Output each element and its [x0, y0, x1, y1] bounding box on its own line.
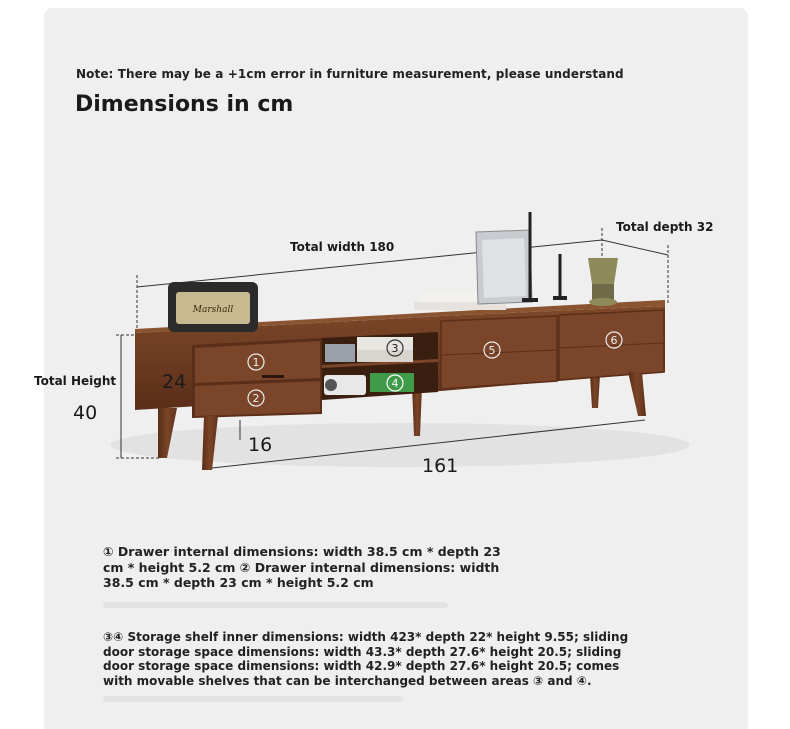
total-depth-label: Total depth 32 — [616, 220, 714, 234]
svg-text:4: 4 — [391, 377, 399, 390]
drawer-dimensions-text: ① Drawer internal dimensions: width 38.5 cm * depth 23 cm * height 5.2 cm ② Drawer internal dimensions: width 38.5 cm * depth 23 cm * height 5.2 cm — [103, 544, 501, 590]
svg-text:5: 5 — [488, 344, 496, 357]
depth-dimension-line — [602, 240, 668, 255]
svg-text:2: 2 — [252, 392, 260, 405]
total-height-label: Total Height — [34, 374, 117, 388]
floor-shadow — [110, 423, 690, 467]
books — [325, 344, 355, 362]
page-title: Dimensions in cm — [75, 92, 294, 117]
shelf-dimensions-text: ③④ Storage shelf inner dimensions: width 423* depth 22* height 9.55; sliding door storage space dimensions: width 43.3* depth 27.6* height 20.5; sliding door storage space dimensions: width 42.9* depth 27.6* height 20.5; comes with movable shelves that can be interchanged between areas ③ and ④. — [103, 630, 629, 688]
svg-text:6: 6 — [610, 334, 618, 347]
measurement-note: Note: There may be a +1cm error in furniture measurement, please understand — [76, 67, 624, 81]
speaker-logo: Marshall — [192, 305, 234, 315]
front-leg — [628, 372, 646, 416]
base-width-value: 161 — [422, 455, 459, 477]
vase — [588, 258, 618, 288]
total-height-value: 40 — [73, 402, 98, 424]
svg-text:3: 3 — [391, 342, 399, 355]
cabinet-height-value: 24 — [162, 371, 187, 393]
total-width-label: Total width 180 — [290, 240, 395, 254]
leg-height-value: 16 — [248, 434, 273, 456]
back-leg — [590, 375, 600, 408]
faded-text-line — [103, 602, 448, 608]
svg-text:1: 1 — [252, 356, 260, 369]
faded-text-line — [103, 696, 403, 702]
